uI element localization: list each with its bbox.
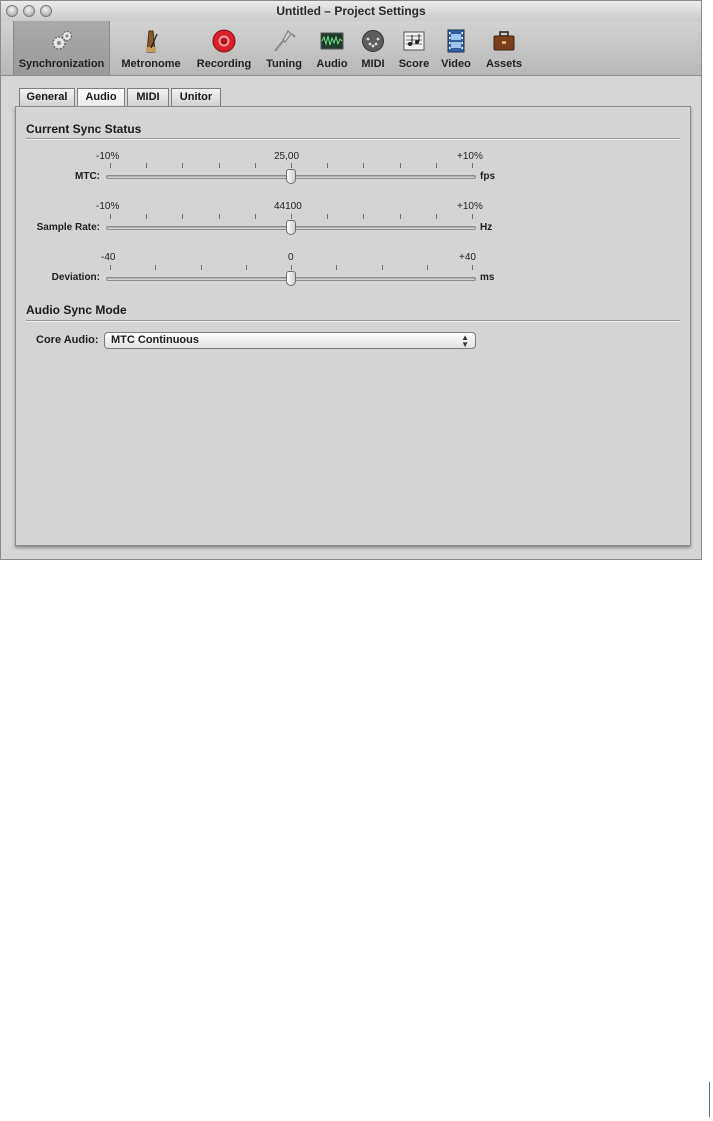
- audio-settings-panel: [15, 106, 691, 546]
- toolbar-midi-button[interactable]: [355, 21, 391, 75]
- slider-tick: [472, 214, 473, 219]
- slider-tick: [291, 163, 292, 168]
- slider-tick: [110, 163, 111, 168]
- section-divider: [26, 320, 680, 321]
- toolbar-video-button[interactable]: [436, 21, 476, 75]
- slider-tick: [146, 214, 147, 219]
- metronome-icon: [138, 28, 164, 54]
- audio-waveform-icon: [319, 28, 345, 54]
- mtc-slider-thumb[interactable]: [286, 169, 296, 184]
- slider-tick: [110, 214, 111, 219]
- toolbar-synchronization-button[interactable]: [13, 21, 110, 75]
- sample-rate-center-label: 44100: [274, 201, 302, 212]
- slider-tick: [327, 214, 328, 219]
- toolbar-label: Metronome: [121, 58, 181, 70]
- slider-tick: [201, 265, 202, 270]
- toolbar-label: Video: [441, 58, 471, 70]
- score-notes-icon: [401, 28, 427, 54]
- window-title: Untitled – Project Settings: [276, 4, 426, 18]
- record-icon: [211, 28, 237, 54]
- sample-rate-min-label: -10%: [96, 201, 120, 212]
- mtc-unit: fps: [480, 171, 495, 182]
- slider-tick: [363, 163, 364, 168]
- toolbar-metronome-button[interactable]: [113, 21, 189, 75]
- slider-tick: [219, 214, 220, 219]
- toolbar-audio-button[interactable]: [311, 21, 353, 75]
- slider-tick: [363, 214, 364, 219]
- toolbar-label: Audio: [316, 58, 348, 70]
- slider-tick: [291, 214, 292, 219]
- toolbar-label: Assets: [485, 58, 523, 70]
- slider-tick: [382, 265, 383, 270]
- tuning-fork-icon: [271, 28, 297, 54]
- section-divider: [26, 138, 680, 139]
- mtc-center-label: 25,00: [274, 151, 300, 162]
- film-icon: [443, 28, 469, 54]
- tab-audio[interactable]: Audio: [77, 88, 125, 108]
- slider-tick: [146, 163, 147, 168]
- slider-tick: [182, 163, 183, 168]
- core-audio-select[interactable]: [104, 332, 476, 349]
- slider-tick: [472, 265, 473, 270]
- slider-tick: [400, 214, 401, 219]
- slider-tick: [436, 163, 437, 168]
- slider-tick: [291, 265, 292, 270]
- core-audio-label: Core Audio:: [36, 334, 99, 346]
- select-arrows-icon: ▲ ▼: [461, 333, 469, 349]
- deviation-min-label: -40: [101, 252, 116, 263]
- toolbar-score-button[interactable]: [394, 21, 434, 75]
- sample-rate-label: Sample Rate:: [36, 222, 100, 233]
- slider-tick: [219, 163, 220, 168]
- toolbar-recording-button[interactable]: [191, 21, 257, 75]
- sample-rate-max-label: +10%: [457, 201, 483, 212]
- briefcase-icon: [491, 28, 517, 54]
- slider-tick: [246, 265, 247, 270]
- slider-tick: [400, 163, 401, 168]
- toolbar-label: Synchronization: [18, 58, 105, 70]
- slider-tick: [436, 214, 437, 219]
- tab-midi[interactable]: MIDI: [127, 88, 169, 107]
- toolbar-label: Recording: [196, 58, 252, 70]
- tab-general[interactable]: General: [19, 88, 75, 107]
- project-settings-window: [0, 0, 702, 560]
- slider-tick: [110, 265, 111, 270]
- current-sync-status-heading: Current Sync Status: [26, 122, 142, 136]
- deviation-unit: ms: [480, 272, 495, 283]
- deviation-center-label: 0: [288, 252, 294, 263]
- mtc-label: MTC:: [75, 171, 100, 182]
- page-edge-marker: [709, 1082, 710, 1117]
- deviation-max-label: +40: [459, 252, 476, 263]
- toolbar-tuning-button[interactable]: [259, 21, 309, 75]
- title-bar[interactable]: [1, 1, 701, 22]
- toolbar-label: MIDI: [361, 58, 385, 70]
- deviation-label: Deviation:: [51, 272, 100, 283]
- slider-tick: [327, 163, 328, 168]
- slider-tick: [182, 214, 183, 219]
- deviation-slider-thumb[interactable]: [286, 271, 296, 286]
- gears-icon: [49, 28, 75, 54]
- sample-rate-slider-thumb[interactable]: [286, 220, 296, 235]
- slider-tick: [336, 265, 337, 270]
- slider-tick: [472, 163, 473, 168]
- core-audio-value: MTC Continuous: [111, 334, 199, 346]
- slider-tick: [255, 163, 256, 168]
- tab-unitor[interactable]: Unitor: [171, 88, 221, 107]
- slider-tick: [255, 214, 256, 219]
- settings-toolbar: [1, 21, 701, 76]
- toolbar-assets-button[interactable]: [479, 21, 529, 75]
- mtc-min-label: -10%: [96, 151, 120, 162]
- sample-rate-unit: Hz: [480, 222, 493, 233]
- midi-connector-icon: [360, 28, 386, 54]
- slider-tick: [155, 265, 156, 270]
- audio-sync-mode-heading: Audio Sync Mode: [26, 303, 127, 317]
- slider-tick: [427, 265, 428, 270]
- mtc-max-label: +10%: [457, 151, 483, 162]
- toolbar-label: Tuning: [266, 58, 302, 70]
- toolbar-label: Score: [398, 58, 430, 70]
